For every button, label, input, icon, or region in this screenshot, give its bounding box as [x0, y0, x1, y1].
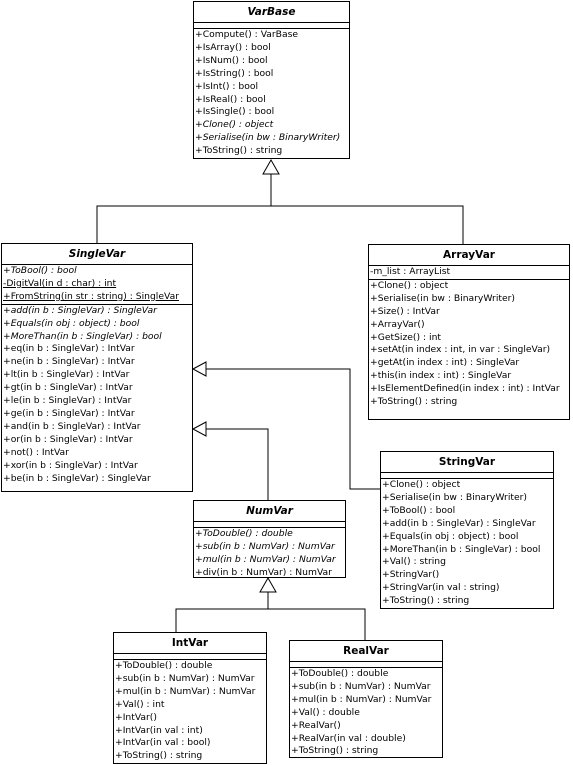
class-member: +sub(in b : NumVar) : NumVar [115, 672, 255, 684]
inherit-arrowhead-numvar [260, 578, 276, 592]
class-member: +lt(in b : SingleVar) : IntVar [3, 369, 130, 381]
inherit-line-realvar-numvar [268, 609, 365, 640]
class-member: +Clone() : object [370, 279, 449, 291]
class-member: +ToString() : string [291, 745, 379, 757]
class-member: +Equals(in obj : object) : bool [3, 317, 140, 329]
class-member: +ToDouble() : double [291, 668, 389, 679]
class-member: +getAt(in index : int) : SingleVar [370, 357, 520, 369]
class-member: +Serialise(in bw : BinaryWriter) [382, 491, 527, 503]
class-member: +Serialise(in bw : BinaryWriter) [195, 132, 341, 144]
class-name: RealVar [290, 641, 442, 662]
class-member: +ToBool() : bool [3, 265, 77, 276]
operations-section [194, 29, 349, 158]
class-name: SingleVar [2, 244, 192, 265]
operations-section [114, 660, 266, 763]
class-member: +Clone() : object [195, 119, 274, 131]
class-member: +ToDouble() : double [195, 528, 293, 539]
class-member: +ToDouble() : double [115, 660, 213, 671]
class-member: +add(in b : SingleVar) : SingleVar [382, 517, 536, 529]
inherit-line-singlevar-varbase [97, 174, 271, 243]
class-intvar[interactable] [113, 632, 267, 764]
class-member: +sub(in b : NumVar) : NumVar [195, 540, 335, 552]
class-member: +Clone() : object [382, 479, 461, 490]
class-member: +IsSingle() : bool [195, 106, 275, 118]
class-member: +not() : IntVar [3, 446, 69, 458]
class-member: +ToString() : string [115, 750, 203, 762]
class-member: +ge(in b : SingleVar) : IntVar [3, 407, 135, 419]
inherit-arrowhead-singlevar-stringvar [193, 362, 206, 376]
class-member: +Val() : double [291, 706, 360, 718]
class-member: +StringVar() [382, 569, 440, 581]
class-singlevar[interactable] [1, 243, 193, 492]
operations-section [369, 280, 569, 409]
class-member: +FromString(in str : string) : SingleVar [3, 290, 179, 302]
attributes-section [2, 265, 192, 305]
class-member: +gt(in b : SingleVar) : IntVar [3, 382, 133, 394]
class-member: +IntVar(in val : bool) [115, 737, 211, 749]
class-member: -m_list : ArrayList [370, 266, 451, 277]
operations-section [381, 479, 553, 608]
class-member: +sub(in b : NumVar) : NumVar [291, 680, 431, 692]
inherit-line-intvar-numvar [176, 592, 268, 632]
class-member: +IsArray() : bool [195, 41, 271, 53]
class-member: +mul(in b : NumVar) : NumVar [195, 553, 336, 565]
class-arrayvar[interactable] [368, 244, 570, 420]
operations-section [2, 305, 192, 486]
class-member: +or(in b : SingleVar) : IntVar [3, 433, 133, 445]
class-member: +RealVar(in val : double) [291, 732, 406, 744]
class-member: +StringVar(in val : string) [382, 582, 500, 594]
class-member: +mul(in b : NumVar) : NumVar [291, 693, 432, 705]
operations-section [290, 668, 442, 758]
class-member: +and(in b : SingleVar) : IntVar [3, 420, 141, 432]
class-member: +ToString() : string [370, 396, 458, 408]
inherit-line-arrayvar-varbase [271, 206, 463, 244]
class-member: +Size() : IntVar [370, 305, 440, 317]
class-member: +IntVar() [115, 711, 157, 723]
class-member: -DigitVal(in d : char) : int [3, 277, 117, 289]
inherit-arrowhead-singlevar-numvar [193, 422, 206, 436]
attributes-section [369, 266, 569, 280]
inherit-line-numvar-singlevar [206, 429, 268, 500]
class-member: +ne(in b : SingleVar) : IntVar [3, 356, 135, 368]
class-member: +IsReal() : bool [195, 93, 266, 105]
class-member: +ArrayVar() [370, 318, 425, 330]
class-member: +MoreThan(in b : SingleVar) : bool [3, 330, 162, 342]
class-numvar[interactable] [193, 500, 346, 578]
class-member: +IsNum() : bool [195, 54, 268, 66]
class-varbase[interactable] [193, 1, 350, 159]
class-name: StringVar [381, 452, 553, 473]
class-member: +ToBool() : bool [382, 504, 456, 516]
class-member: +Compute() : VarBase [195, 29, 299, 40]
class-member: +be(in b : SingleVar) : SingleVar [3, 472, 151, 484]
operations-section [194, 528, 345, 580]
class-member: +ToString() : string [382, 595, 470, 607]
inherit-arrowhead-varbase [263, 160, 279, 174]
class-member: +Val() : int [115, 698, 165, 710]
class-member: +div(in b : NumVar) : NumVar [195, 566, 332, 578]
class-name: ArrayVar [369, 245, 569, 266]
class-member: +add(in b : SingleVar) : SingleVar [3, 304, 157, 316]
class-member: +IsInt() : bool [195, 80, 259, 92]
class-name: VarBase [194, 2, 349, 23]
class-member: +MoreThan(in b : SingleVar) : bool [382, 543, 541, 555]
class-member: +IsElementDefined(in index : int) : IntVar [370, 383, 560, 395]
class-name: NumVar [194, 501, 345, 522]
class-member: +Equals(in obj : object) : bool [382, 530, 519, 542]
class-realvar[interactable] [289, 640, 443, 758]
class-member: +ToString() : string [195, 145, 283, 157]
class-member: +IsString() : bool [195, 67, 274, 79]
class-member: +Serialise(in bw : BinaryWriter) [370, 292, 515, 304]
class-member: +le(in b : SingleVar) : IntVar [3, 395, 132, 407]
class-name: IntVar [114, 633, 266, 654]
class-member: +mul(in b : NumVar) : NumVar [115, 685, 256, 697]
class-member: +GetSize() : int [370, 331, 442, 343]
class-member: +setAt(in index : int, in var : SingleVar) [370, 344, 551, 356]
class-member: +this(in index : int) : SingleVar [370, 370, 512, 382]
class-member: +IntVar(in val : int) [115, 724, 203, 736]
class-member: +Val() : string [382, 556, 446, 568]
class-member: +xor(in b : SingleVar) : IntVar [3, 459, 138, 471]
class-member: +RealVar() [291, 719, 341, 731]
class-stringvar[interactable] [380, 451, 554, 609]
class-member: +eq(in b : SingleVar) : IntVar [3, 343, 135, 355]
